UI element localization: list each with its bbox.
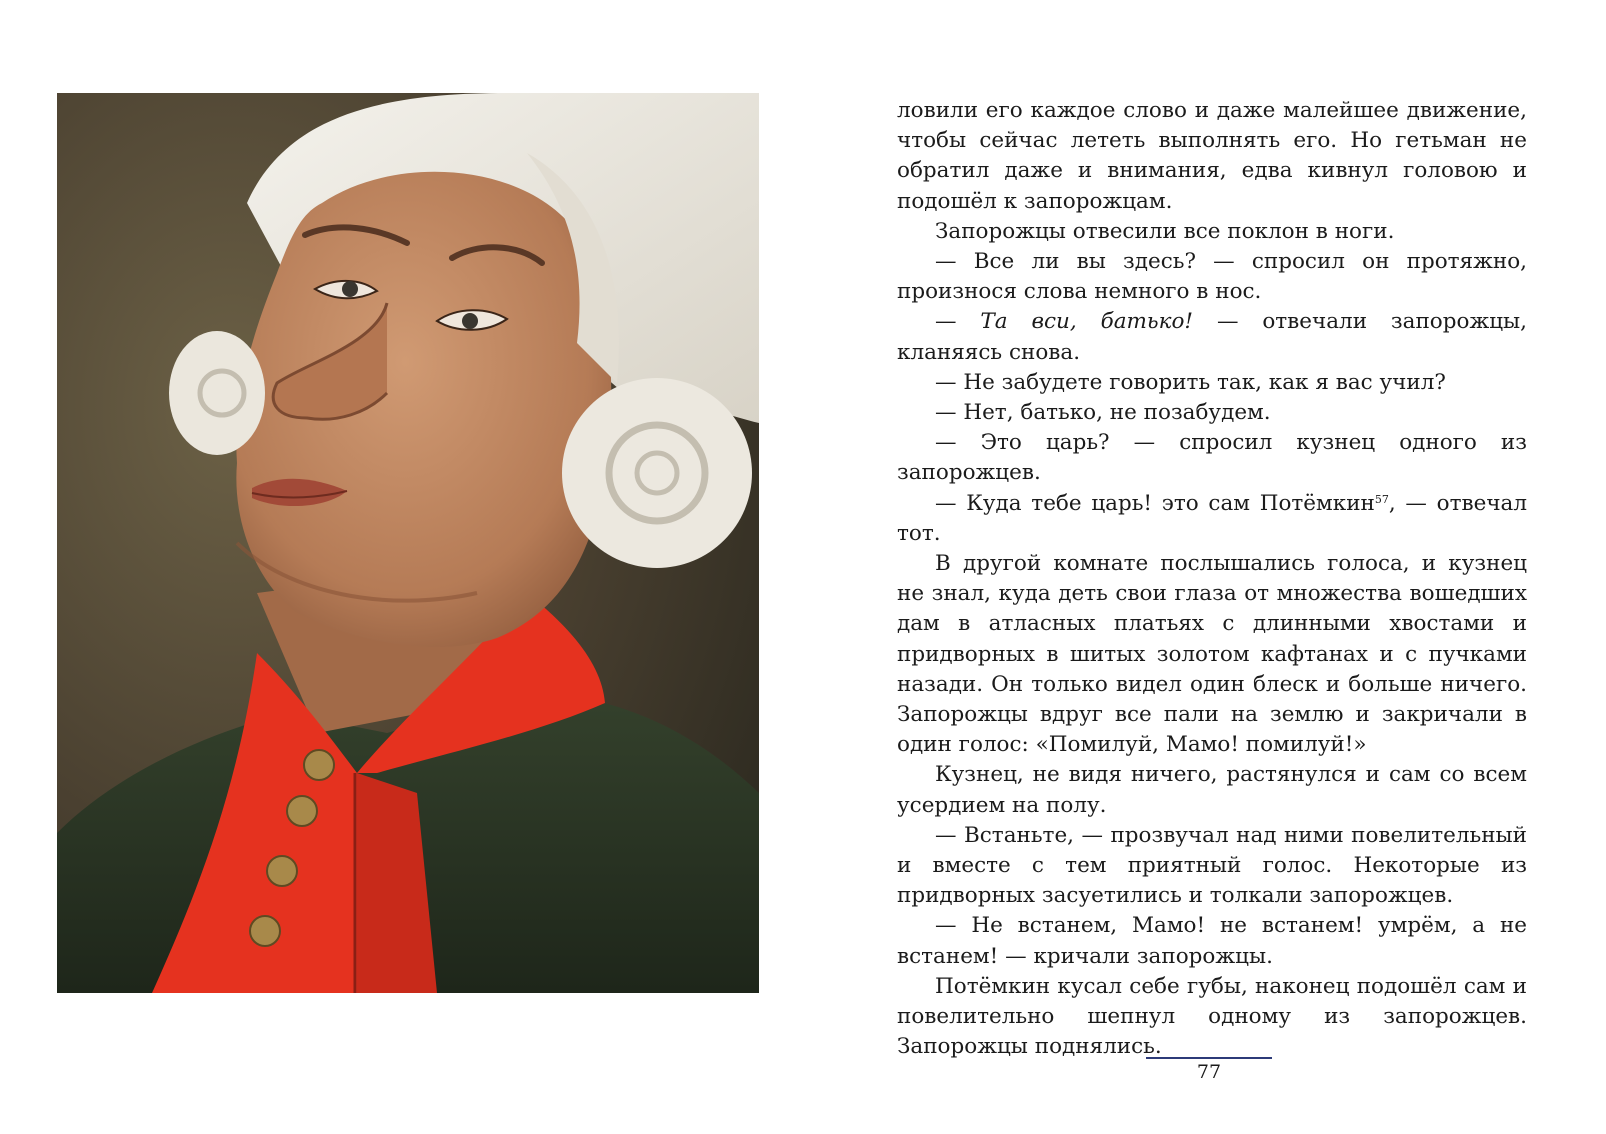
paragraph: Кузнец, не видя ничего, растянулся и сам со всем усердием на полу.	[897, 762, 1527, 818]
story-text	[897, 96, 1527, 1063]
dialogue-end: , — отвечал тот.	[897, 490, 1528, 546]
dialogue-line: — Встаньте, — прозвучал над ними повелительный и вместе с тем приятный голос. Некоторые из придворных засуетились и толкали запорожцев.	[897, 822, 1527, 909]
paragraph: Потёмкин кусал себе губы, наконец подошёл сам и повелительно шепнул одному из запорожцев. Запорожцы поднялись.	[897, 973, 1527, 1060]
dialogue-remainder: — отвечали запорожцы, кланяясь снова.	[897, 309, 1527, 365]
portrait-illustration	[57, 93, 759, 993]
gold-button	[267, 856, 297, 886]
dialogue-dash: —	[935, 309, 981, 335]
italic-reply: Та вси, батько!	[980, 309, 1194, 335]
dialogue-line: — Все ли вы здесь? — спросил он протяжно, произнося слова немного в нос.	[897, 249, 1527, 305]
paragraph: ловили его каждое слово и даже малейшее движение, чтобы сейчас лететь выполнять его. Но гетьман не обратил даже и внимания, едва кивнул головою и подошёл к запорожцам.	[897, 98, 1527, 214]
dialogue-start: — Куда тебе царь! это сам Потёмкин	[935, 490, 1375, 516]
paragraph: Запорожцы отвесили все поклон в ноги.	[935, 218, 1395, 244]
dialogue-line: — Не встанем, Мамо! не встанем! умрём, а не встанем! — кричали запорожцы.	[897, 913, 1527, 969]
dialogue-line: — Это царь? — спросил кузнец одного из запорожцев.	[897, 430, 1527, 486]
dialogue-line	[897, 489, 1527, 549]
wig-right-curl	[562, 378, 752, 568]
portrait-drawing	[57, 93, 759, 993]
page-number: 77	[1196, 1061, 1222, 1083]
right-pupil	[462, 313, 478, 329]
gold-button	[250, 916, 280, 946]
gold-button	[304, 750, 334, 780]
footnote-marker: 57	[1374, 492, 1389, 506]
left-pupil	[342, 281, 358, 297]
dialogue-line: — Не забудете говорить так, как я вас учил?	[935, 369, 1446, 395]
dialogue-line	[897, 307, 1527, 367]
paragraph: В другой комнате послышались голоса, и кузнец не знал, куда деть свои глаза от множества вошедших дам в атласных платьях с длинными хвостами и придворных в шитых золотом кафтанах и с пучками назади. Он только видел один блеск и больше ничего. Запорожцы вдруг все пали на землю и закричали в один голос: «Помилуй, Мамо! помилуй!»	[897, 551, 1527, 758]
wig-left-curl	[169, 331, 265, 455]
page-number-rule	[1146, 1057, 1272, 1059]
gold-button	[287, 796, 317, 826]
dialogue-line: — Нет, батько, не позабудем.	[935, 400, 1271, 426]
